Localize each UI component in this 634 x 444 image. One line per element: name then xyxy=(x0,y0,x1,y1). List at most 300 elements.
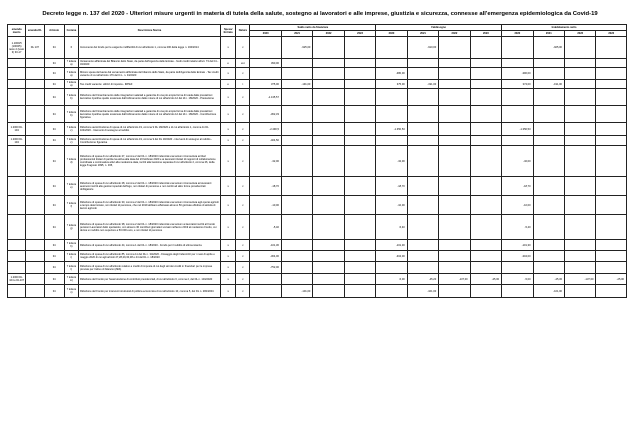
cell-saldo xyxy=(281,59,312,68)
cell-natura: ext xyxy=(236,59,250,68)
cell-fabb xyxy=(439,136,470,146)
cell-fabb xyxy=(376,59,407,68)
cell-article: 34 xyxy=(44,262,64,274)
cell-saldo xyxy=(344,285,375,298)
cell-spesa-entrata: s xyxy=(221,262,236,274)
cell-indeb: -10,00 xyxy=(502,196,533,215)
cell-paragraph: 7 lettera a) xyxy=(64,68,78,80)
cell-saldo xyxy=(250,68,281,80)
cell-fabb xyxy=(470,59,501,68)
cell-natura: c xyxy=(236,274,250,285)
cell-indeb xyxy=(533,196,564,215)
cell-saldo xyxy=(281,177,312,196)
cell-indeb xyxy=(533,240,564,251)
cell-spesa-entrata: s xyxy=(221,37,236,59)
cell-article: 34 xyxy=(44,106,64,123)
cell-natura: c xyxy=(236,196,250,215)
cell-indeb xyxy=(565,80,596,89)
cell-indeb xyxy=(533,262,564,274)
cell-fabb xyxy=(439,123,470,136)
cell-spesa-entrata: s xyxy=(221,215,236,240)
cell-natura: c xyxy=(236,251,250,262)
cell-saldo: 375,00 xyxy=(250,80,281,89)
cell-saldo xyxy=(250,285,281,298)
cell-saldo xyxy=(344,177,375,196)
cell-indeb: -101,30 xyxy=(502,240,533,251)
cell-fabb xyxy=(407,106,438,123)
cell-indeb xyxy=(565,68,596,80)
cell-saldo: -191,00 xyxy=(281,80,312,89)
cell-saldo xyxy=(344,215,375,240)
cell-fabb: -5,00 xyxy=(376,274,407,285)
cell-indeb: -304,00 xyxy=(502,251,533,262)
cell-spesa-entrata: e xyxy=(221,80,236,89)
cell-fabb: -910,00 xyxy=(407,37,438,59)
cell-indeb xyxy=(596,196,627,215)
cell-indeb xyxy=(596,37,627,59)
table-row xyxy=(8,136,627,146)
cell-article: 34 xyxy=(44,80,64,89)
cell-paragraph: 7 lettera d) xyxy=(64,146,78,177)
cell-fabb xyxy=(407,123,438,136)
cell-indeb xyxy=(533,106,564,123)
year-header: 2023 xyxy=(470,31,501,37)
cell-fabb xyxy=(470,240,501,251)
cell-fabb xyxy=(470,68,501,80)
cell-indeb: -18,70 xyxy=(502,177,533,196)
cell-fabb xyxy=(439,285,470,298)
cell-fabb xyxy=(439,37,470,59)
cell-saldo xyxy=(344,136,375,146)
cell-fabb: 375,00 xyxy=(376,80,407,89)
cell-fabb xyxy=(439,89,470,106)
cell-saldo xyxy=(313,59,344,68)
cell-indeb: -191,00 xyxy=(533,80,564,89)
cell-amendment-dl xyxy=(26,251,44,262)
cell-paragraph: 7 lettera i) xyxy=(64,251,78,262)
cell-description: Versamento all'Entrata del Bilancio dello Stato, da parte dell'Agenzia delle Entrate - fondi crediti relativi all'art. 73 del D.L. 34/2020 xyxy=(78,59,220,68)
cell-natura: c xyxy=(236,123,250,136)
cell-indeb: -45,30 xyxy=(533,274,564,285)
cell-saldo xyxy=(250,37,281,59)
header-description: Descrizione Norma xyxy=(78,25,220,37)
cell-indeb xyxy=(565,136,596,146)
cell-indeb xyxy=(596,89,627,106)
cell-indeb xyxy=(533,251,564,262)
cell-fabb: -32,00 xyxy=(376,146,407,177)
table-row xyxy=(8,285,627,298)
cell-amendment xyxy=(8,240,26,251)
cell-indeb xyxy=(596,285,627,298)
cell-saldo xyxy=(281,274,312,285)
cell-indeb xyxy=(533,123,564,136)
table-row xyxy=(8,89,627,106)
cell-spesa-entrata: s xyxy=(221,146,236,177)
header-amendment-dl: emenda DL xyxy=(26,25,44,37)
cell-indeb xyxy=(596,146,627,177)
cell-saldo xyxy=(281,262,312,274)
cell-saldo xyxy=(313,196,344,215)
cell-saldo xyxy=(281,123,312,136)
cell-indeb xyxy=(565,146,596,177)
cell-amendment-dl xyxy=(26,68,44,80)
cell-fabb xyxy=(407,136,438,146)
cell-fabb: -101,30 xyxy=(376,240,407,251)
cell-spesa-entrata: e xyxy=(221,59,236,68)
cell-indeb xyxy=(565,37,596,59)
cell-fabb xyxy=(439,196,470,215)
cell-natura: c xyxy=(236,177,250,196)
cell-paragraph: 7 lettera l) xyxy=(64,262,78,274)
cell-article: 34 xyxy=(44,285,64,298)
cell-fabb xyxy=(407,89,438,106)
year-header: 2020 xyxy=(250,31,281,37)
header-article: Articolo xyxy=(44,25,64,37)
cell-indeb xyxy=(533,146,564,177)
cell-article: 34 xyxy=(44,89,64,106)
cell-fabb: -5,40 xyxy=(376,215,407,240)
cell-saldo: -18,70 xyxy=(250,177,281,196)
cell-natura: c xyxy=(236,240,250,251)
cell-natura: c xyxy=(236,106,250,123)
cell-saldo xyxy=(344,59,375,68)
year-header: 2023 xyxy=(344,31,375,37)
cell-description: Riduzione autorizzazione di spesa di cui all'articolo 19, comma 9 del DL 18/2020 - interventi di sostegno al reddito - Contribuzione figurativa xyxy=(78,136,220,146)
cell-description: Riduzione del Finanziamento delle integrazioni salariali a garanzia di una più ampia forma di tutela dalle prestazioni lavorative ripetitive quelle sostenute dall'ordinamento dalle misure di cui all'articolo 12 del dl n. 18/2020 - Prestazione xyxy=(78,89,220,106)
cell-amendment-dl xyxy=(26,89,44,106)
cell-fabb xyxy=(407,59,438,68)
table-row xyxy=(8,37,627,59)
cell-saldo: 390,00 xyxy=(250,59,281,68)
cell-description: Riduzione autorizzazione di spesa di cui all'articolo 19, comma 9 DL 18/2020 e di cui all'articolo 1, comma 11 DL 104/2020 - Interventi di sostegno al reddito xyxy=(78,123,220,136)
financial-table xyxy=(7,24,627,298)
year-header: 2023 xyxy=(596,31,627,37)
table-row xyxy=(8,215,627,240)
cell-description: Riduzione di spesa di cui all'articolo 27, comma 2 del DL n. 18/2020 indennità una tantum riconosciuta ai liberi professionisti titolari di partita iva attiva alla data del 23 febbraio 2020 e ai lavoratori titolari di rapporti di collaborazione coordinata e continuativa attivi alla medesima data, iscritti alla Gestione separata di cui all'articolo 2, comma 26, della legge 8 agosto 1995, n. 335, xyxy=(78,146,220,177)
cell-fabb xyxy=(470,215,501,240)
cell-amendment xyxy=(8,215,26,240)
cell-fabb xyxy=(376,106,407,123)
cell-fabb: -380,00 xyxy=(376,68,407,80)
cell-spesa-entrata: s xyxy=(221,285,236,298)
cell-amendment-dl xyxy=(26,215,44,240)
cell-spesa-entrata: s xyxy=(221,177,236,196)
cell-indeb: -5,40 xyxy=(502,215,533,240)
table-row xyxy=(8,251,627,262)
cell-indeb xyxy=(565,89,596,106)
cell-description: Tax credit vacanze: utilizzi di imposta - IRPEF xyxy=(78,80,220,89)
cell-article: 34 xyxy=(44,274,64,285)
cell-natura: c xyxy=(236,285,250,298)
table-row xyxy=(8,196,627,215)
cell-indeb xyxy=(596,59,627,68)
cell-fabb xyxy=(376,37,407,59)
cell-fabb xyxy=(376,262,407,274)
cell-indeb xyxy=(596,177,627,196)
year-header: 2020 xyxy=(502,31,533,37)
header-amendment: emenda mento xyxy=(8,25,26,37)
table-row xyxy=(8,262,627,274)
year-header: 2022 xyxy=(565,31,596,37)
cell-saldo xyxy=(344,262,375,274)
cell-indeb xyxy=(533,177,564,196)
cell-saldo xyxy=(313,68,344,80)
cell-indeb xyxy=(596,123,627,136)
cell-paragraph: 7 lettera c) xyxy=(64,136,78,146)
cell-amendment xyxy=(8,80,26,89)
cell-saldo: -925,00 xyxy=(281,37,312,59)
cell-paragraph: 7 lettera g) xyxy=(64,215,78,240)
cell-saldo xyxy=(313,123,344,136)
cell-paragraph: 6 xyxy=(64,37,78,59)
cell-indeb: -32,00 xyxy=(502,146,533,177)
cell-saldo xyxy=(344,146,375,177)
cell-saldo xyxy=(281,68,312,80)
cell-indeb: -137,00 xyxy=(565,274,596,285)
cell-indeb xyxy=(502,285,533,298)
cell-fabb xyxy=(407,146,438,177)
cell-natura: c xyxy=(236,89,250,106)
cell-paragraph: 7 lettera h) xyxy=(64,240,78,251)
cell-natura: c xyxy=(236,215,250,240)
cell-fabb xyxy=(439,251,470,262)
cell-fabb xyxy=(470,251,501,262)
cell-saldo: -752,00 xyxy=(250,262,281,274)
header-spesa-entrata: Spesa/ Entrata xyxy=(221,25,236,37)
cell-saldo xyxy=(344,68,375,80)
cell-paragraph: 7 lettera m) xyxy=(64,274,78,285)
header-paragraph: Comma xyxy=(64,25,78,37)
cell-amendment xyxy=(8,177,26,196)
cell-saldo: -2.490,5 xyxy=(250,123,281,136)
cell-description: Minore spesa derivante dal versamento all'Entrata del bilancio dello Stato, da parte dell'Agenzia delle Entrate - Tax credit vacanze di cui all'articolo 176 del D.L. n. 34/2020 xyxy=(78,68,220,80)
cell-saldo: -10,00 xyxy=(250,196,281,215)
cell-indeb: -390,00 xyxy=(502,68,533,80)
cell-description: Riduzione di spesa di cui all'articolo relativo a crediti di imposta di cui degli atti dei crediti in finanziari per le imprese previste per l'attivo di bilancio (ZES) xyxy=(78,262,220,274)
cell-indeb xyxy=(502,37,533,59)
cell-amendment-dl xyxy=(26,136,44,146)
cell-fabb xyxy=(407,68,438,80)
cell-indeb: 374,00 xyxy=(502,80,533,89)
cell-amendment xyxy=(8,89,26,106)
cell-saldo xyxy=(313,215,344,240)
cell-article: 34 xyxy=(44,215,64,240)
cell-paragraph: 7 lettera c) xyxy=(64,123,78,136)
cell-fabb xyxy=(376,89,407,106)
cell-saldo xyxy=(281,196,312,215)
header-group-saldo: Saldo netto da finanziare xyxy=(250,25,376,31)
cell-fabb xyxy=(439,80,470,89)
table-row xyxy=(8,240,627,251)
cell-amendment: 1.2000 DL 104 xyxy=(8,123,26,136)
cell-paragraph: 7 lettera b) xyxy=(64,106,78,123)
cell-saldo xyxy=(313,80,344,89)
cell-spesa-entrata: s xyxy=(221,123,236,136)
table-body xyxy=(8,37,627,298)
cell-fabb xyxy=(439,106,470,123)
cell-indeb xyxy=(596,240,627,251)
cell-fabb xyxy=(470,106,501,123)
cell-fabb xyxy=(407,251,438,262)
cell-saldo: -101,30 xyxy=(250,240,281,251)
document-title: Decreto legge n. 137 del 2020 - Ulteriori misure urgenti in materia di tutela della salute, sostegno ai lavoratori e alle imprese, giustizia e sicurezza, connesse all'emergenza epidemiologica da Covid-19 xyxy=(42,11,598,17)
cell-indeb: -5,00 xyxy=(502,274,533,285)
cell-amendment-dl xyxy=(26,59,44,68)
table-row xyxy=(8,146,627,177)
cell-description: Riduzione di spesa di cui all'articolo 38, comma 2 del DL n. 18/2020 indennità una tantum ai lavoratori iscritti al Fondo pensioni Lavoratori dello spettacolo, con almeno 30 contributi giornalieri versati nell'anno 2019 al medesimo Fondo, cui deriva un reddito non superiore a 50.000 euro, e non titolari di pensione xyxy=(78,215,220,240)
cell-description: Riduzione di spesa di cui all'articolo 85, comma 11 del DL n. 34/2020 - Fissaggio degli Indennizzi per i mesi di aprile e maggio 2020 di cui agli articoli 27,28,29,30,38 e 44 del DL n. 18/2020 xyxy=(78,251,220,262)
cell-fabb xyxy=(376,285,407,298)
table-row xyxy=(8,106,627,123)
cell-amendment xyxy=(8,59,26,68)
year-header: 2020 xyxy=(376,31,407,37)
cell-indeb xyxy=(596,136,627,146)
cell-saldo xyxy=(281,89,312,106)
cell-article: 34 xyxy=(44,37,64,59)
cell-saldo: -404,50 xyxy=(250,136,281,146)
cell-indeb: -1.350,53 xyxy=(502,123,533,136)
cell-saldo: -362,33 xyxy=(250,106,281,123)
cell-saldo: -304,00 xyxy=(250,251,281,262)
cell-saldo: -101,00 xyxy=(281,285,312,298)
cell-fabb xyxy=(470,146,501,177)
cell-saldo xyxy=(313,106,344,123)
cell-indeb xyxy=(502,59,533,68)
cell-amendment xyxy=(8,68,26,80)
cell-fabb xyxy=(439,146,470,177)
cell-paragraph: 7 lettera a) xyxy=(64,59,78,68)
cell-fabb: -137,00 xyxy=(439,274,470,285)
cell-paragraph: 7 lettera b) xyxy=(64,89,78,106)
cell-amendment: 1.1000/5 (1000/5) testo 2 (testo 3) 30-17 xyxy=(8,37,26,59)
cell-amendment-dl xyxy=(26,146,44,177)
cell-fabb xyxy=(470,285,501,298)
cell-fabb xyxy=(439,177,470,196)
cell-saldo: -32,00 xyxy=(250,146,281,177)
cell-amendment xyxy=(8,196,26,215)
cell-saldo xyxy=(281,106,312,123)
cell-saldo xyxy=(344,196,375,215)
cell-indeb xyxy=(565,106,596,123)
cell-saldo xyxy=(313,274,344,285)
header-group-indebitamento: Indebitamento netto xyxy=(502,25,627,31)
cell-amendment xyxy=(8,285,26,298)
cell-fabb: -25,00 xyxy=(470,274,501,285)
cell-fabb xyxy=(470,89,501,106)
cell-fabb: -10,00 xyxy=(376,196,407,215)
cell-fabb xyxy=(470,262,501,274)
cell-saldo xyxy=(344,37,375,59)
cell-amendment xyxy=(8,251,26,262)
cell-indeb xyxy=(533,59,564,68)
cell-saldo xyxy=(313,146,344,177)
cell-saldo xyxy=(344,80,375,89)
cell-paragraph: 7 lettera n) xyxy=(64,285,78,298)
cell-amendment-dl xyxy=(26,80,44,89)
year-header: 2021 xyxy=(281,31,312,37)
cell-article: 34 xyxy=(44,68,64,80)
cell-amendment xyxy=(8,262,26,274)
cell-amendment: 1.2000 DL 104 xyxy=(8,136,26,146)
cell-indeb xyxy=(533,89,564,106)
cell-saldo xyxy=(281,240,312,251)
cell-saldo xyxy=(313,177,344,196)
cell-fabb xyxy=(407,215,438,240)
cell-saldo xyxy=(281,215,312,240)
cell-fabb xyxy=(470,136,501,146)
cell-saldo xyxy=(313,240,344,251)
cell-fabb: -1.350,53 xyxy=(376,123,407,136)
cell-natura: t xyxy=(236,80,250,89)
cell-natura: c xyxy=(236,136,250,146)
cell-indeb xyxy=(565,123,596,136)
cell-indeb xyxy=(502,106,533,123)
year-header: 2022 xyxy=(313,31,344,37)
table-row xyxy=(8,177,627,196)
cell-article: 34 xyxy=(44,240,64,251)
cell-spesa-entrata: s xyxy=(221,89,236,106)
cell-fabb xyxy=(407,262,438,274)
cell-indeb xyxy=(565,251,596,262)
cell-indeb xyxy=(533,136,564,146)
cell-spesa-entrata: s xyxy=(221,240,236,251)
cell-paragraph: 7 lettera a) xyxy=(64,80,78,89)
cell-fabb xyxy=(439,262,470,274)
cell-indeb xyxy=(565,285,596,298)
cell-indeb xyxy=(596,106,627,123)
cell-spesa-entrata: s xyxy=(221,274,236,285)
cell-article: 34 xyxy=(44,136,64,146)
year-header: 2021 xyxy=(407,31,438,37)
cell-indeb xyxy=(502,89,533,106)
cell-indeb xyxy=(565,215,596,240)
cell-amendment-dl: DL 137 xyxy=(26,37,44,59)
cell-fabb: -191,00 xyxy=(407,80,438,89)
table-row xyxy=(8,123,627,136)
cell-amendment xyxy=(8,106,26,123)
cell-natura: c xyxy=(236,37,250,59)
cell-saldo xyxy=(344,89,375,106)
cell-fabb: -304,00 xyxy=(376,251,407,262)
cell-fabb xyxy=(407,240,438,251)
cell-indeb xyxy=(502,262,533,274)
cell-amendment-dl xyxy=(26,262,44,274)
cell-paragraph: 7 lettera e) xyxy=(64,177,78,196)
cell-article: 34 xyxy=(44,196,64,215)
cell-saldo xyxy=(344,274,375,285)
cell-saldo xyxy=(313,251,344,262)
cell-amendment-dl xyxy=(26,177,44,196)
header-group-fabbisogno: Fabbisogno xyxy=(376,25,502,31)
cell-fabb xyxy=(470,37,501,59)
cell-indeb: -101,00 xyxy=(533,285,564,298)
cell-fabb: -101,00 xyxy=(407,285,438,298)
cell-saldo: -1.135,57 xyxy=(250,89,281,106)
cell-article: 34 xyxy=(44,251,64,262)
cell-indeb xyxy=(596,68,627,80)
cell-amendment-dl xyxy=(26,240,44,251)
cell-amendment: 1.2000 DL 104 e DL137 xyxy=(8,274,26,285)
cell-fabb xyxy=(470,80,501,89)
cell-saldo: -5,40 xyxy=(250,215,281,240)
cell-fabb xyxy=(470,177,501,196)
table-row xyxy=(8,59,627,68)
cell-spesa-entrata: s xyxy=(221,106,236,123)
cell-fabb xyxy=(439,240,470,251)
cell-saldo xyxy=(313,285,344,298)
header-natura: Natura xyxy=(236,25,250,37)
cell-indeb xyxy=(565,240,596,251)
